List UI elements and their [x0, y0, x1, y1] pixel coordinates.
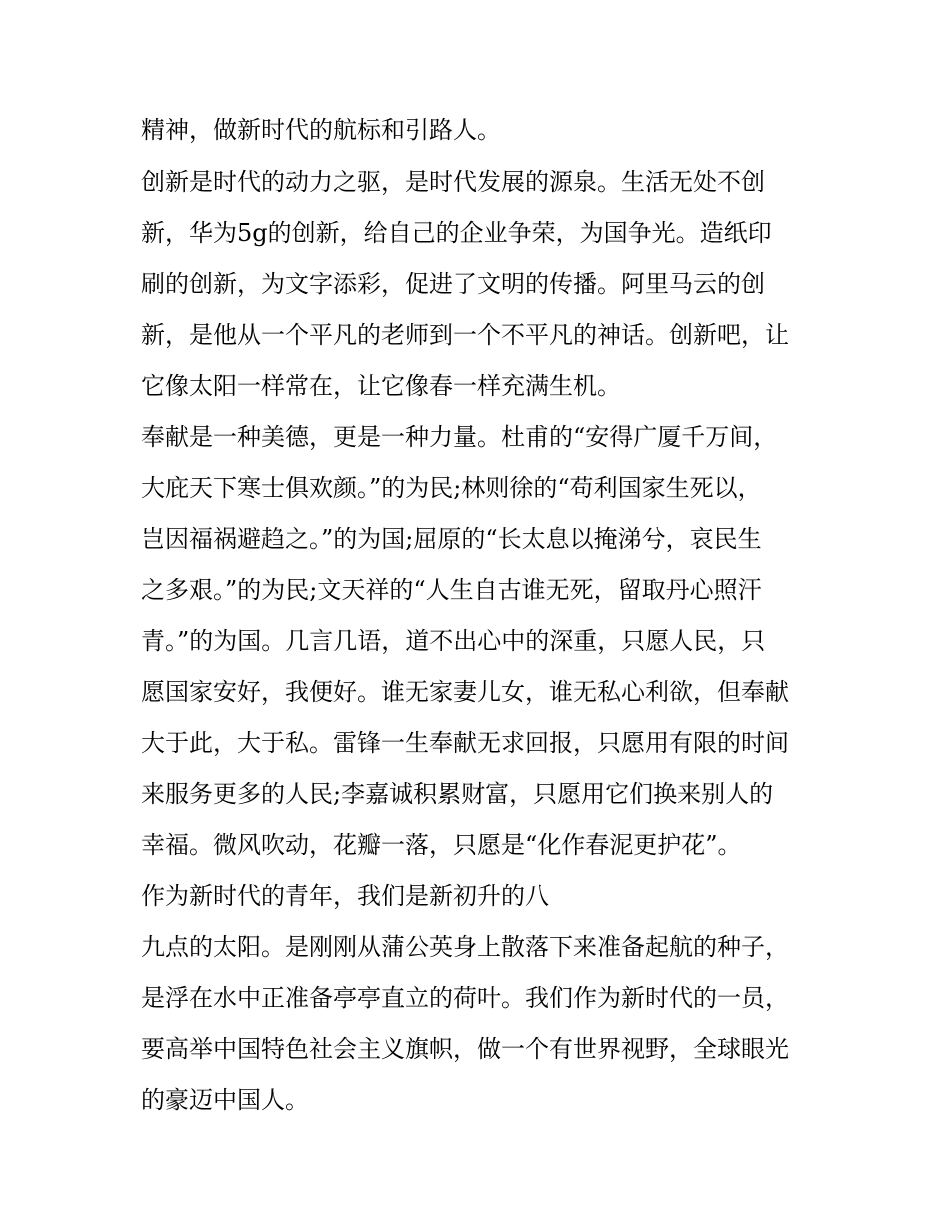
text-line: 它像太阳一样常在，让它像春一样充满生机。 [141, 372, 621, 400]
text-line: 新，华为5g的创新，给自己的企业争荣，为国争光。造纸印 [141, 219, 772, 247]
text-line: 奉献是一种美德，更是一种力量。杜甫的“安得广厦千万间， [141, 423, 778, 451]
text-line: 之多艰。”的为民;文天祥的“人生自古谁无死，留取丹心照汗 [141, 576, 762, 604]
text-line: 愿国家安好，我便好。谁无家妻儿女，谁无私心利欲，但奉献 [141, 678, 789, 706]
text-line: 的豪迈中国人。 [141, 1086, 309, 1114]
text-line: 刷的创新，为文字添彩，促进了文明的传播。阿里马云的创 [141, 270, 765, 298]
text-line: 来服务更多的人民;李嘉诚积累财富，只愿用它们换来别人的 [141, 780, 774, 808]
text-line: 是浮在水中正准备亭亭直立的荷叶。我们作为新时代的一员， [141, 984, 789, 1012]
text-line: 创新是时代的动力之驱，是时代发展的源泉。生活无处不创 [141, 168, 765, 196]
text-line: 大于此，大于私。雷锋一生奉献无求回报，只愿用有限的时间 [141, 729, 789, 757]
text-line: 大庇天下寒士俱欢颜。”的为民;林则徐的“苟利国家生死以， [141, 474, 762, 502]
text-line: 要高举中国特色社会主义旗帜，做一个有世界视野，全球眼光 [141, 1035, 789, 1063]
text-line: 幸福。微风吹动，花瓣一落，只愿是“化作春泥更护花”。 [141, 831, 742, 859]
text-line: 精神，做新时代的航标和引路人。 [141, 116, 501, 144]
text-line: 九点的太阳。是刚刚从蒲公英身上散落下来准备起航的种子， [141, 933, 789, 961]
text-line: 作为新时代的青年，我们是新初升的八 [141, 882, 549, 910]
text-line: 青。”的为国。几言几语，道不出心中的深重，只愿人民，只 [141, 627, 766, 655]
text-line: 岂因福祸避趋之。”的为国;屈原的“长太息以掩涕兮，哀民生 [141, 525, 762, 553]
text-line: 新，是他从一个平凡的老师到一个不平凡的神话。创新吧，让 [141, 321, 789, 349]
